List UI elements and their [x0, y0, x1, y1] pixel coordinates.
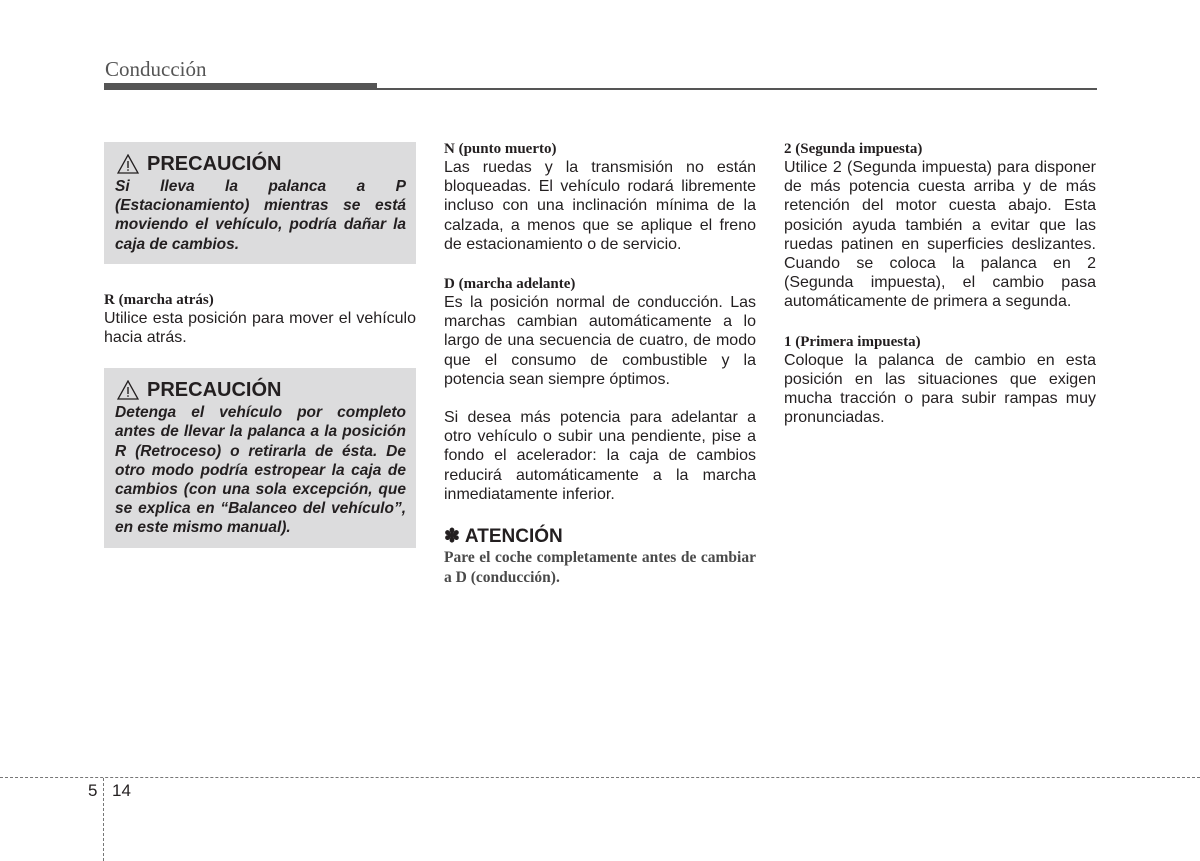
attention-title: ATENCIÓN	[464, 526, 563, 548]
caution-box-reverse	[104, 368, 416, 551]
column-left	[104, 142, 416, 552]
section-heading: R (marcha atrás)	[104, 291, 214, 308]
footer-rule	[0, 777, 1200, 778]
section-drive	[444, 275, 756, 504]
section-text: Coloque la palanca de cambio en esta posición en las situaciones que exigen mucha tracción o para subir rampas muy pronunciadas.	[784, 351, 1096, 427]
section-first	[784, 333, 1096, 428]
attention-note	[444, 526, 756, 587]
section-text: Es la posición normal de conducción. Las marchas cambian automáticamente a lo largo de una secuencia de cuatro, de modo que el consumo de combustible y la potencia sean siempre óptimos.	[444, 294, 756, 388]
caution-text: Detenga el vehículo por completo antes de llevar la palanca a la posición R (Retroceso) o retirarla de ésta. De otro modo podría estropear la caja de cambios (con una sola excepción, que se explica en “Balanceo del vehículo”, en este mismo manual).	[115, 404, 406, 537]
caution-text: Si lleva la palanca a P (Estacionamiento) mientras se está moviendo el vehículo, podría dañar la caja de cambios.	[115, 178, 406, 253]
section-heading: D (marcha adelante)	[444, 276, 576, 293]
section-neutral	[444, 140, 756, 254]
section-heading: N (punto muerto)	[444, 141, 557, 157]
chapter-number: 5	[88, 781, 98, 800]
header-rule-thin	[377, 88, 1097, 90]
section-text: Utilice esta posición para mover el vehículo hacia atrás.	[104, 309, 416, 347]
column-right	[784, 140, 1096, 427]
section-text: Utilice 2 (Segunda impuesta) para disponer de más potencia cuesta arriba y de más retención del motor cuesta abajo. Esta posición ayuda también a evitar que las ruedas patinen en superficies deslizantes. Cuando se coloca la palanca en 2 (Segunda impuesta), el cambio pasa automáticamente de primera a segunda.	[784, 159, 1096, 311]
caution-title: PRECAUCIÓN	[147, 379, 282, 402]
header-rule-thick	[104, 83, 377, 90]
section-text: Si desea más potencia para adelantar a otro vehículo o subir una pendiente, pise a fondo el acelerador: la caja de cambios reducirá automáticamente a la marcha inmediatamente inferior.	[444, 409, 756, 503]
footer-divider	[103, 778, 104, 861]
section-heading: 1 (Primera impuesta)	[784, 333, 921, 350]
section-heading: 2 (Segunda impuesta)	[784, 141, 923, 157]
asterisk-icon: ✽	[444, 526, 460, 548]
caution-box-park	[104, 142, 416, 268]
caution-title: PRECAUCIÓN	[147, 153, 282, 175]
warning-triangle-icon	[117, 154, 139, 174]
section-second	[784, 140, 1096, 312]
column-middle	[444, 140, 756, 587]
page-header-title: Conducción	[105, 57, 207, 81]
section-text: Las ruedas y la transmisión no están bloqueadas. El vehículo rodará libremente incluso con una inclinación mínima de la calzada, a menos que se aplique el freno de estacionamiento o de servicio.	[444, 159, 756, 253]
section-reverse	[104, 291, 416, 347]
page-number: 14	[112, 781, 131, 800]
attention-text: Pare el coche completamente antes de cambiar a D (conducción).	[444, 549, 756, 586]
warning-triangle-icon	[117, 380, 139, 400]
